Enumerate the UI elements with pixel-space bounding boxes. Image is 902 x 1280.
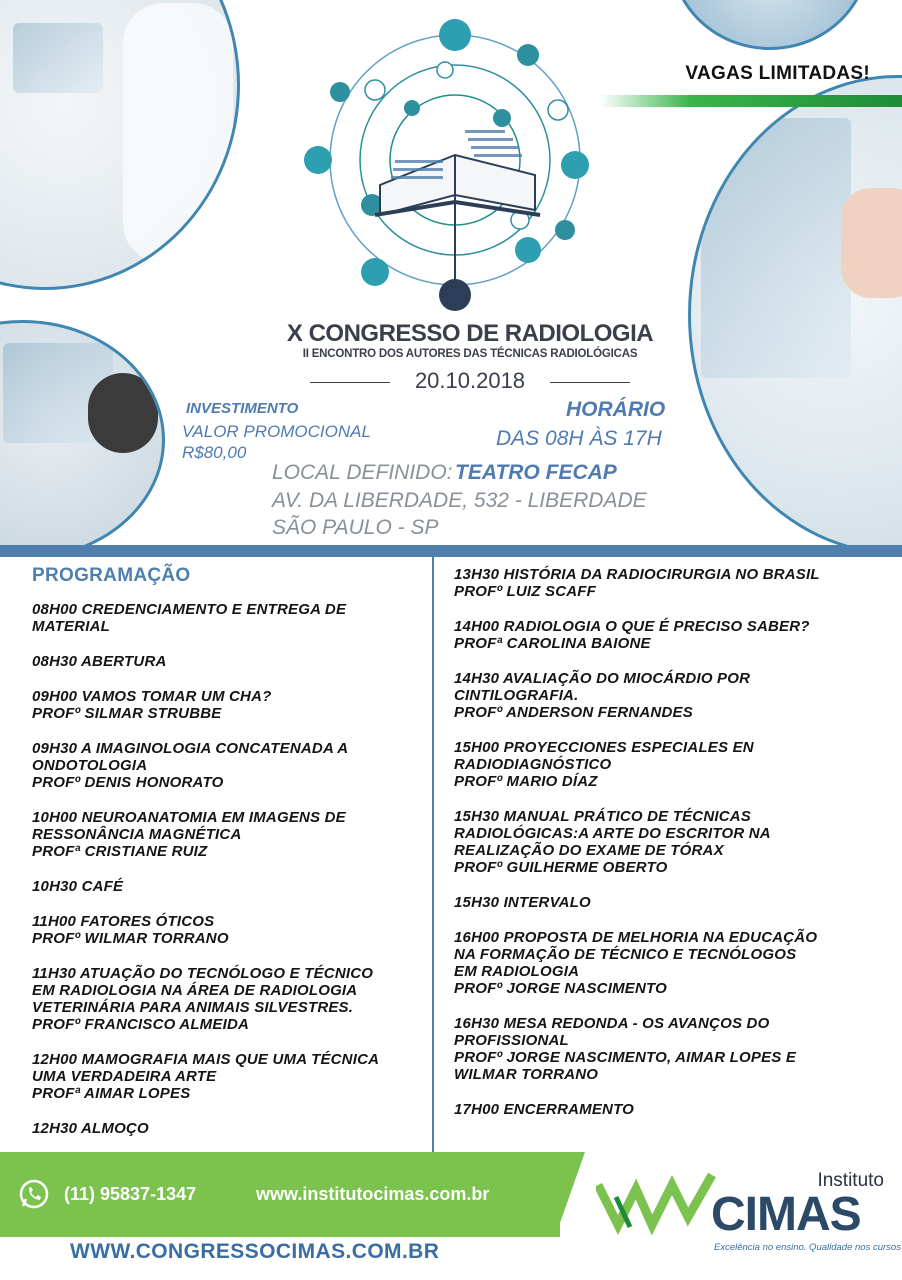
whatsapp-icon <box>18 1178 50 1210</box>
program-title: PROGRAMAÇÃO <box>32 565 191 586</box>
investimento-label: INVESTIMENTO <box>186 400 299 417</box>
horario-label: HORÁRIO <box>566 398 666 421</box>
patient-photo <box>0 320 165 545</box>
program-item <box>454 808 884 876</box>
vagas-banner <box>600 63 890 91</box>
program-item-line: NA FORMAÇÃO DE TÉCNICO E TECNÓLOGOS <box>454 946 797 963</box>
footer <box>0 1152 902 1280</box>
program-item-line: PROFº LUIZ SCAFF <box>454 583 597 600</box>
program-item-line: ONDOTOLOGIA <box>32 757 148 774</box>
program-item-line: VETERINÁRIA PARA ANIMAIS SILVESTRES. <box>32 999 354 1016</box>
program-item-line: PROFº MARIO DÍAZ <box>454 773 598 790</box>
valor-promocional: VALOR PROMOCIONAL <box>182 422 371 441</box>
program-item-line: MATERIAL <box>32 618 110 635</box>
program-item-title: 15H00 PROYECCIONES ESPECIALES EN <box>454 739 754 756</box>
program-item <box>32 965 427 1033</box>
program-item <box>454 894 884 911</box>
horario-value: DAS 08H ÀS 17H <box>496 427 662 450</box>
program-item <box>32 601 427 635</box>
local-address: AV. DA LIBERDADE, 532 - LIBERDADE <box>272 489 647 512</box>
bag-icon <box>365 80 385 100</box>
program-item <box>32 653 427 670</box>
program-item <box>454 566 884 600</box>
program-item-title: 11H30 ATUAÇÃO DO TECNÓLOGO E TÉCNICO <box>32 965 374 982</box>
xray-top-photo <box>670 0 870 50</box>
pill-icon <box>330 82 350 102</box>
program-item-title: 14H00 RADIOLOGIA O QUE É PRECISO SABER? <box>454 618 810 635</box>
congress-site-link[interactable]: WWW.CONGRESSOCIMAS.COM.BR <box>70 1240 440 1263</box>
green-stripe <box>600 95 902 107</box>
program-item-line: WILMAR TORRANO <box>454 1066 599 1083</box>
program-item-title: 15H30 MANUAL PRÁTICO DE TÉCNICAS <box>454 808 751 825</box>
logo-cimas: CIMAS <box>711 1188 861 1241</box>
program-item-line: PROFª AIMAR LOPES <box>32 1085 191 1102</box>
graduation-icon <box>439 279 471 311</box>
program-item-line: PROFº ANDERSON FERNANDES <box>454 704 693 721</box>
program-item-line: PROFº WILMAR TORRANO <box>32 930 229 947</box>
program-item <box>454 1015 884 1083</box>
event-subtitle: II ENCONTRO DOS AUTORES DAS TÉCNICAS RADIOLÓGICAS <box>302 348 638 360</box>
program-item-line: CINTILOGRAFIA. <box>454 687 579 704</box>
monitor-icon <box>555 220 575 240</box>
logo-instituto: Instituto <box>817 1170 884 1191</box>
hero-section <box>0 0 902 545</box>
program-item-line: EM RADIOLOGIA <box>454 963 580 980</box>
program-item <box>454 670 884 721</box>
program-item <box>454 618 884 652</box>
program-item-line: REALIZAÇÃO DO EXAME DE TÓRAX <box>454 842 724 859</box>
program-item-title: 11H00 FATORES ÓTICOS <box>32 913 215 930</box>
program-item-line: PROFª CAROLINA BAIONE <box>454 635 651 652</box>
program-section <box>0 557 902 1152</box>
doctor-photo <box>0 0 240 290</box>
program-item <box>32 688 427 722</box>
program-item-line: PROFº DENIS HONORATO <box>32 774 224 791</box>
flask-icon <box>515 237 541 263</box>
program-item-title: 10H30 CAFÉ <box>32 878 124 895</box>
column-divider <box>432 557 434 1152</box>
cimas-logo-mark-icon <box>596 1167 716 1237</box>
shoe-icon <box>493 109 511 127</box>
program-item-title: 09H30 A IMAGINOLOGIA CONCATENADA A <box>32 740 349 757</box>
date-row <box>300 368 640 396</box>
program-item <box>32 809 427 860</box>
price: R$80,00 <box>182 443 247 462</box>
program-item-title: 12H30 ALMOÇO <box>32 1120 149 1137</box>
heart-icon <box>361 258 389 286</box>
logo-tagline: Excelência no ensino. Qualidade nos cursos <box>714 1242 901 1253</box>
cimas-logo <box>586 1132 902 1280</box>
website-link[interactable]: www.institutocimas.com.br <box>256 1184 490 1204</box>
program-item-title: 15H30 INTERVALO <box>454 894 591 911</box>
program-item-line: PROFISSIONAL <box>454 1032 569 1049</box>
pulse-icon <box>548 100 568 120</box>
event-title: X CONGRESSO DE RADIOLOGIA <box>286 320 654 347</box>
program-item <box>454 1101 884 1118</box>
program-item-line: RESSONÂNCIA MAGNÉTICA <box>32 826 242 843</box>
program-item-line: PROFº GUILHERME OBERTO <box>454 859 668 876</box>
program-item-title: 10H00 NEUROANATOMIA EM IMAGENS DE <box>32 809 346 826</box>
leaf-icon <box>517 44 539 66</box>
program-item-line: PROFº JORGE NASCIMENTO, AIMAR LOPES E <box>454 1049 797 1066</box>
program-item-line: PROFº FRANCISCO ALMEIDA <box>32 1016 250 1033</box>
program-item <box>454 739 884 790</box>
program-item <box>454 929 884 997</box>
program-item-title: 08H00 CREDENCIAMENTO E ENTREGA DE <box>32 601 347 618</box>
program-item-line: PROFª CRISTIANE RUIZ <box>32 843 208 860</box>
program-item <box>32 1120 427 1137</box>
head-icon <box>439 19 471 51</box>
program-right-column <box>454 557 884 1136</box>
program-item-title: 16H30 MESA REDONDA - OS AVANÇOS DO <box>454 1015 770 1032</box>
program-item-line: PROFº SILMAR STRUBBE <box>32 705 222 722</box>
program-item-title: 12H00 MAMOGRAFIA MAIS QUE UMA TÉCNICA <box>32 1051 380 1068</box>
local-label: LOCAL DEFINIDO: <box>272 461 453 484</box>
local-name: TEATRO FECAP <box>455 461 617 484</box>
event-date: 20.10.2018 <box>414 368 526 393</box>
program-item-line: RADIODIAGNÓSTICO <box>454 756 612 773</box>
program-item <box>32 1051 427 1102</box>
program-item-title: 17H00 ENCERRAMENTO <box>454 1101 635 1118</box>
local-city: SÃO PAULO - SP <box>272 516 439 539</box>
program-item <box>32 913 427 947</box>
section-divider <box>0 545 902 557</box>
program-item <box>32 740 427 791</box>
program-item-line: PROFº JORGE NASCIMENTO <box>454 980 667 997</box>
program-item-title: 08H30 ABERTURA <box>32 653 167 670</box>
xray-right-photo <box>688 75 902 545</box>
vagas-text: VAGAS LIMITADAS! <box>685 63 870 84</box>
radiation-icon <box>561 151 589 179</box>
program-item-title: 13H30 HISTÓRIA DA RADIOCIRURGIA NO BRASIL <box>454 566 820 583</box>
phone-number[interactable]: (11) 95837-1347 <box>64 1184 197 1204</box>
program-item-line: RADIOLÓGICAS:A ARTE DO ESCRITOR NA <box>454 825 771 842</box>
chart-icon <box>404 100 420 116</box>
program-item-line: UMA VERDADEIRA ARTE <box>32 1068 217 1085</box>
program-item <box>32 878 427 895</box>
star-icon <box>437 62 453 78</box>
microscope-icon <box>304 146 332 174</box>
congress-emblem <box>290 10 620 320</box>
program-item-line: EM RADIOLOGIA NA ÁREA DE RADIOLOGIA <box>32 982 358 999</box>
program-left-column <box>32 557 427 1155</box>
program-item-title: 16H00 PROPOSTA DE MELHORIA NA EDUCAÇÃO <box>454 929 818 946</box>
program-item-title: 09H00 VAMOS TOMAR UM CHA? <box>32 688 272 705</box>
program-item-title: 14H30 AVALIAÇÃO DO MIOCÁRDIO POR <box>454 670 751 687</box>
